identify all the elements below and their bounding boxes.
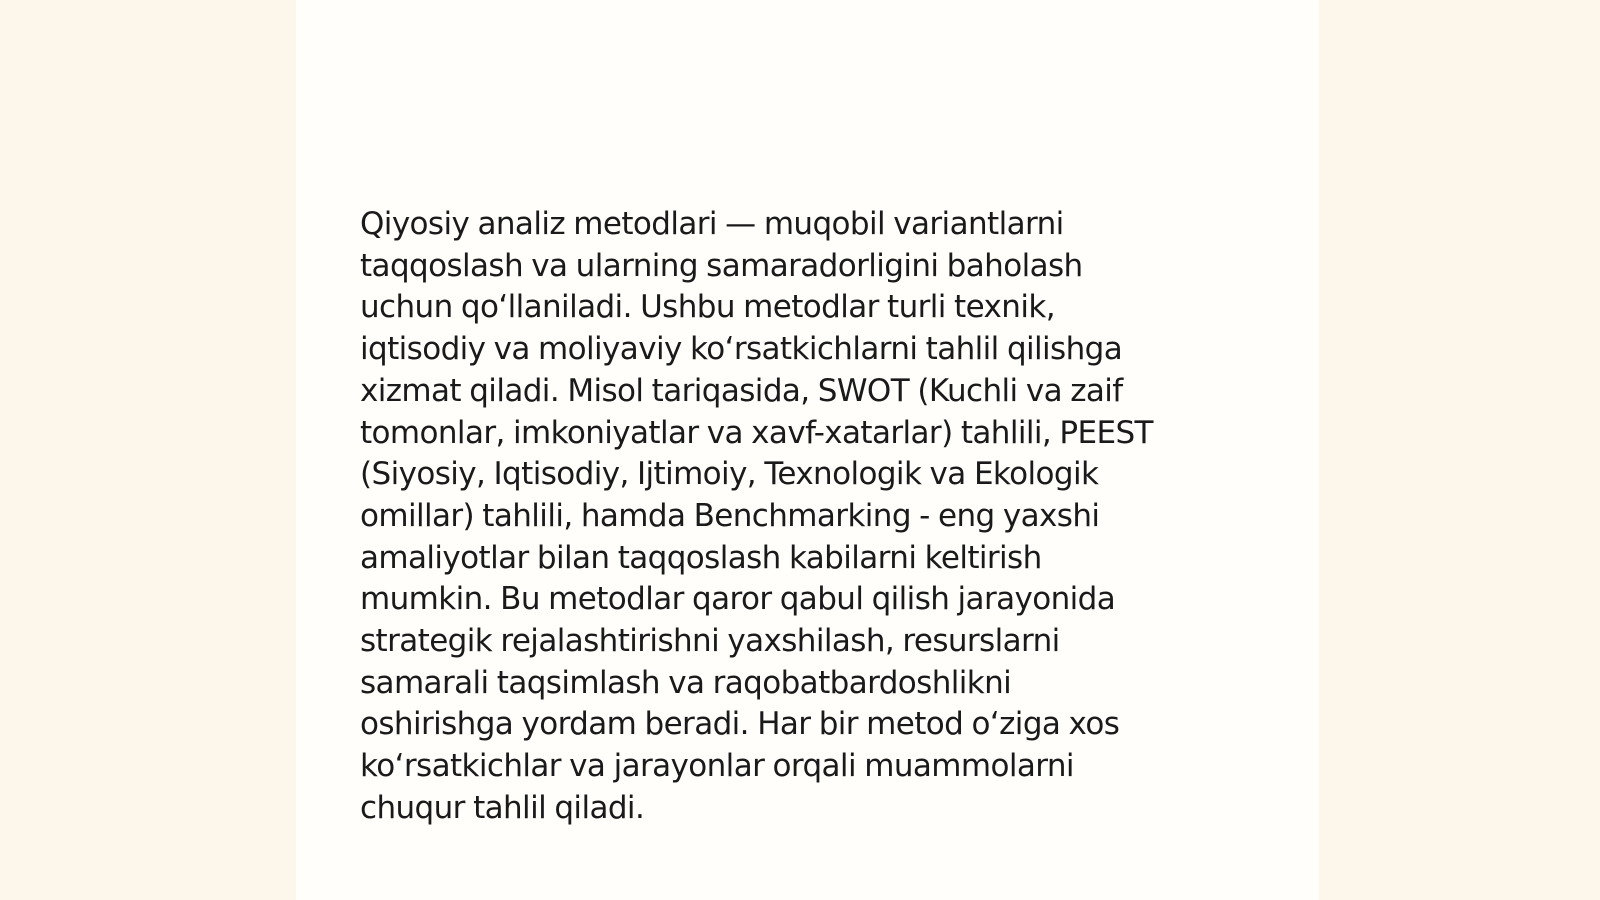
- paragraph-line: mumkin. Bu metodlar qaror qabul qilish jarayonida: [360, 581, 1116, 618]
- paragraph-line: amaliyotlar bilan taqqoslash kabilarni keltirish: [360, 539, 1042, 576]
- paragraph-line: oshirishga yordam beradi. Har bir metod oʻziga xos: [360, 706, 1120, 743]
- body-paragraph: [360, 204, 1240, 830]
- paragraph-line: iqtisodiy va moliyaviy koʻrsatkichlarni tahlil qilishga: [360, 331, 1123, 368]
- paragraph-line: strategik rejalashtirishni yaxshilash, resurslarni: [360, 623, 1060, 660]
- paragraph-line: uchun qoʻllaniladi. Ushbu metodlar turli texnik,: [360, 289, 1055, 326]
- paragraph-line: tomonlar, imkoniyatlar va xavf-xatarlar) tahlili, PEEST: [360, 414, 1153, 451]
- paragraph-line: koʻrsatkichlar va jarayonlar orqali muammolarni: [360, 748, 1074, 785]
- paragraph-line: samarali taqsimlash va raqobatbardoshlikni: [360, 664, 1012, 701]
- paragraph-line: Qiyosiy analiz metodlari — muqobil variantlarni: [360, 206, 1064, 242]
- paragraph-line: chuqur tahlil qiladi.: [360, 789, 645, 826]
- document-page: [296, 0, 1319, 900]
- paragraph-line: xizmat qiladi. Misol tariqasida, SWOT (Kuchli va zaif: [360, 372, 1123, 409]
- paragraph-line: omillar) tahlili, hamda Benchmarking - eng yaxshi: [360, 497, 1100, 534]
- paragraph-line: taqqoslash va ularning samaradorligini baholash: [360, 247, 1083, 284]
- paragraph-line: (Siyosiy, Iqtisodiy, Ijtimoiy, Texnologik va Ekologik: [360, 456, 1099, 493]
